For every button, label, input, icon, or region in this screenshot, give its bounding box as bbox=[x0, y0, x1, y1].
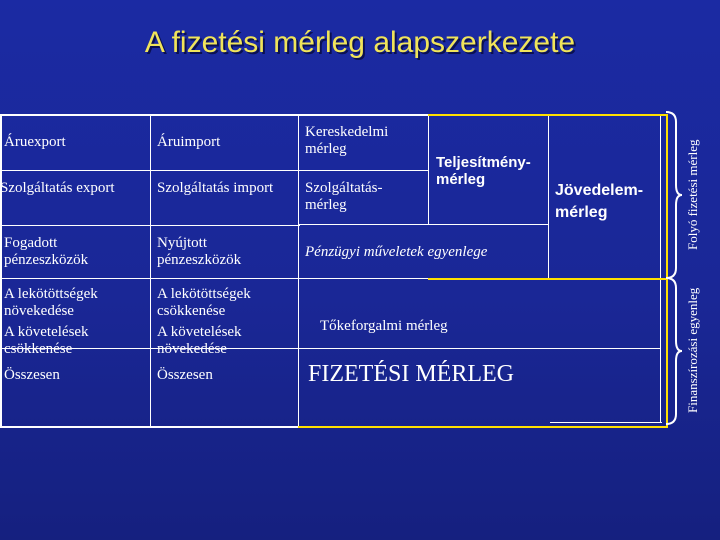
row-divider-1 bbox=[0, 170, 300, 171]
folyo-fizetesi-merleg-label: Folyó fizetési mérleg bbox=[685, 139, 700, 251]
cell-osszesen-2: Összesen bbox=[157, 367, 213, 383]
cell-szolgaltatas-import: Szolgáltatás import bbox=[157, 180, 274, 196]
row-divider-2 bbox=[0, 225, 300, 226]
cell-kovetelesek-novekedese: A követelések növekedése bbox=[157, 324, 242, 357]
cell-szolgaltatas-merleg: Szolgáltatás-mérleg bbox=[305, 180, 383, 213]
cell-tokeforgalmi-merleg: Tőkeforgalmi mérleg bbox=[320, 318, 448, 334]
cell-kovetelesek-csokkenese: A követelések csökkenése bbox=[4, 324, 89, 357]
cell-nyujtott-penzeszkozok: Nyújtott pénzeszközök bbox=[157, 235, 242, 268]
cell-lekotottsegek-csokkenese: A lekötöttségek csökkenése bbox=[157, 286, 251, 319]
financing-frame bbox=[298, 278, 668, 428]
cell-kereskedelmi-merleg: Kereskedelmi mérleg bbox=[305, 124, 389, 157]
table-left-border bbox=[0, 114, 2, 428]
cell-osszesen-1: Összesen bbox=[4, 367, 60, 383]
col3-row-divider bbox=[298, 170, 428, 171]
fizetesi-merleg-total: FIZETÉSI MÉRLEG bbox=[308, 361, 514, 387]
cell-aruexport: Áruexport bbox=[4, 134, 66, 150]
jovedelem-merleg-label: Jövedelem-mérleg bbox=[555, 182, 644, 221]
cell-aruimport: Áruimport bbox=[157, 134, 221, 150]
teljesitmeny-merleg-label: Teljesítmény-mérleg bbox=[436, 154, 531, 188]
finanszirozasi-egyenleg-label: Finanszírozási egyenleg bbox=[685, 287, 700, 413]
folyo-brace bbox=[664, 110, 684, 280]
cell-fogadott-penzeszkozok: Fogadott pénzeszközök bbox=[4, 235, 89, 268]
finansz-brace bbox=[664, 276, 684, 426]
slide-title: A fizetési mérleg alapszerkezete bbox=[144, 26, 576, 59]
cell-lekotottsegek-novekedese: A lekötöttségek növekedése bbox=[4, 286, 98, 319]
col-divider-1 bbox=[150, 114, 151, 428]
cell-szolgaltatas-export: Szolgáltatás export bbox=[0, 180, 115, 196]
cell-penzugyi-muveletek: Pénzügyi műveletek egyenlege bbox=[305, 244, 488, 260]
